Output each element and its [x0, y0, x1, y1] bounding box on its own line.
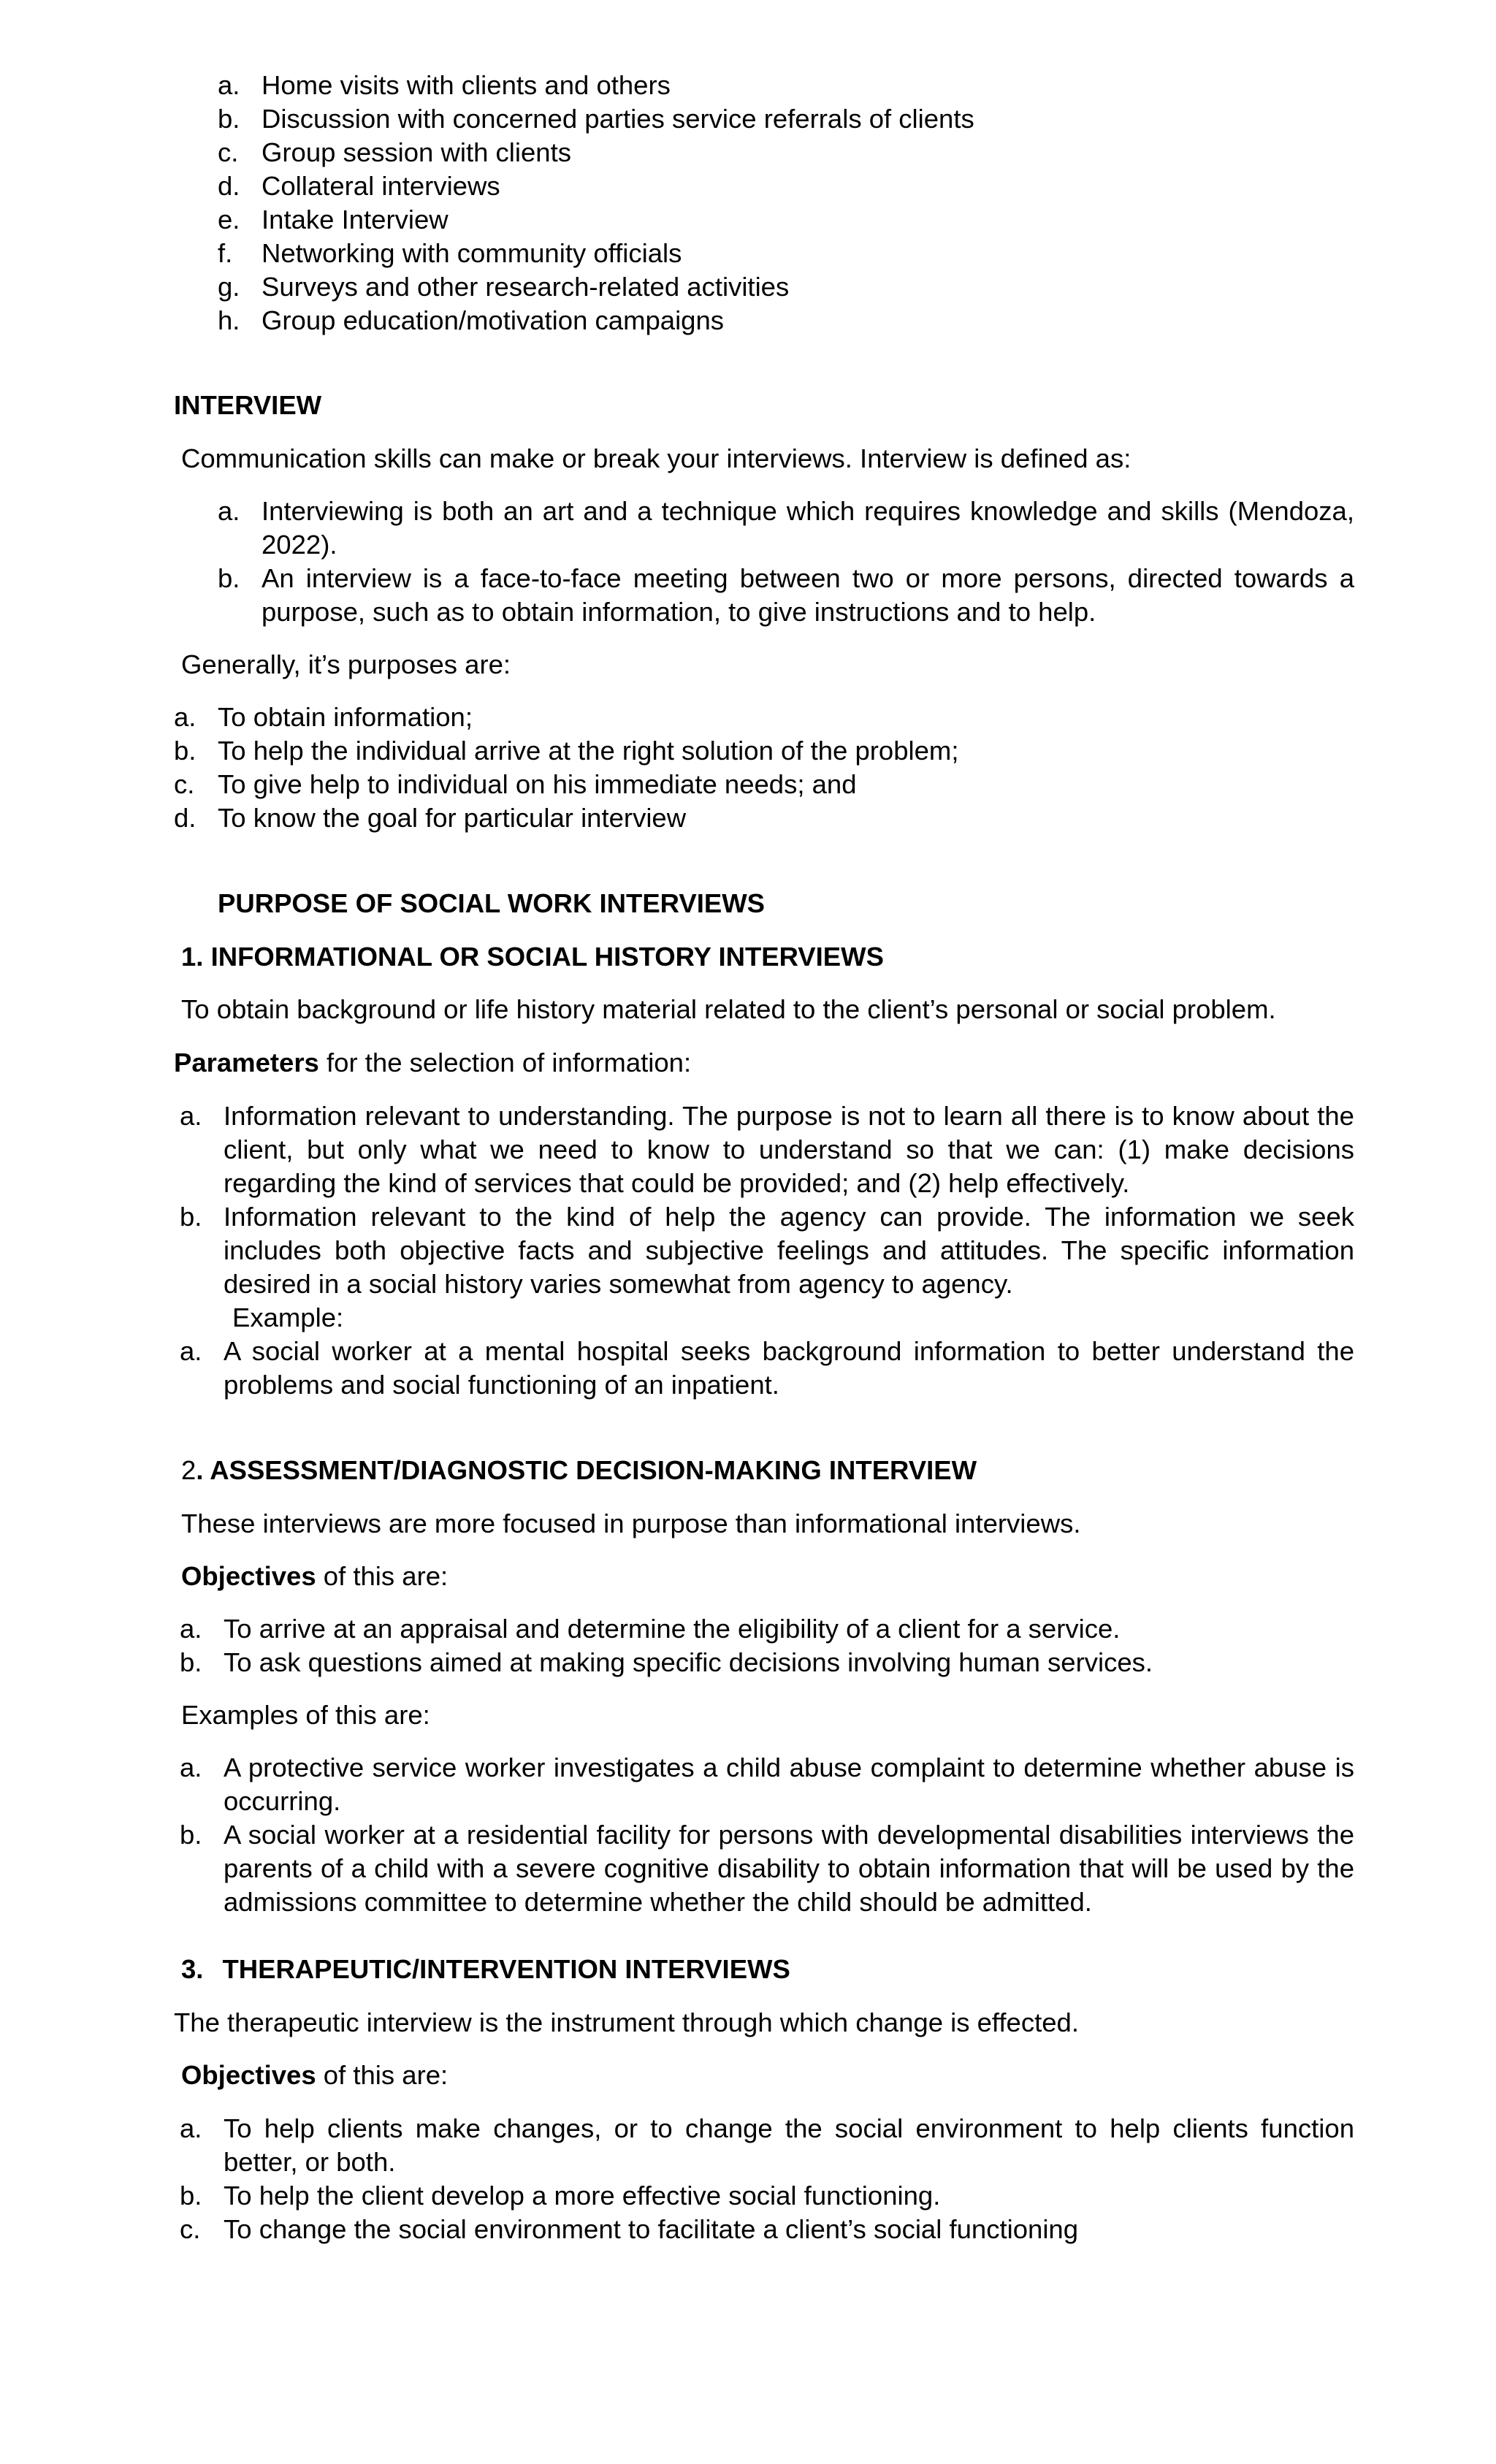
list-marker: a.	[180, 1336, 202, 1366]
list-item: a. A protective service worker investigates a child abuse complaint to determine whether abuse is occurring.	[180, 1752, 1354, 1816]
list-marker: a.	[218, 496, 240, 526]
list-item: d. Collateral interviews	[262, 169, 1357, 203]
list-marker: b.	[180, 1820, 202, 1850]
list-marker: b.	[218, 104, 240, 134]
list-item: d. To know the goal for particular interview	[218, 801, 1313, 835]
list-item: b. A social worker at a residential facility for persons with developmental disabilities interviews the parents of a child with a severe cognitive disability to obtain information that will be used by the admissions committee to determine whether the child should be admitted.	[180, 1820, 1354, 1917]
section1-params-intro: Parameters for the selection of information:	[174, 1048, 692, 1077]
section2-objectives	[180, 1612, 1354, 1679]
list-item: a. To obtain information;	[218, 701, 1313, 734]
section1-heading: 1. INFORMATIONAL OR SOCIAL HISTORY INTERVIEWS	[181, 942, 884, 972]
list-marker: a.	[180, 2113, 202, 2143]
section2-examples-intro: Examples of this are:	[181, 1700, 430, 1730]
list-marker: f.	[218, 238, 233, 268]
section2-heading: 2. ASSESSMENT/DIAGNOSTIC DECISION-MAKING INTERVIEW	[181, 1455, 977, 1485]
list-marker: b.	[180, 2181, 202, 2211]
list-item: h. Group education/motivation campaigns	[262, 304, 1357, 337]
interview-purposes	[174, 701, 1313, 835]
section3-objectives	[180, 2112, 1354, 2246]
list-marker: d.	[174, 803, 196, 833]
list-item: c. To give help to individual on his immediate needs; and	[218, 768, 1313, 801]
list-item: c. Group session with clients	[262, 136, 1357, 169]
list-item: b. An interview is a face-to-face meeting between two or more persons, directed towards a purpose, such as to obtain information, to give instructions and to help.	[218, 563, 1354, 627]
list-marker: a.	[218, 70, 240, 100]
list-marker: b.	[174, 736, 196, 766]
section3-intro: The therapeutic interview is the instrument through which change is effected.	[174, 2007, 1079, 2037]
list-item: b. Discussion with concerned parties service referrals of clients	[262, 102, 1357, 136]
list-item: f. Networking with community officials	[262, 237, 1357, 270]
purpose-heading: PURPOSE OF SOCIAL WORK INTERVIEWS	[218, 888, 765, 918]
list-marker: b.	[180, 1202, 202, 1232]
list-item: a. Information relevant to understanding. The purpose is not to learn all there is to know about the client, but only what we need to know to understand so that we can: (1) make decisions regarding the kind of services that could be provided; and (2) help effectively.	[180, 1101, 1354, 1198]
list-marker: b.	[180, 1647, 202, 1677]
purposes-intro: Generally, it’s purposes are:	[181, 649, 511, 679]
list-marker: d.	[218, 171, 240, 201]
activity-list	[218, 69, 1357, 337]
list-item: a. To help clients make changes, or to change the social environment to help clients function better, or both.	[180, 2113, 1354, 2177]
list-marker: g.	[218, 272, 240, 302]
section1-examples	[180, 1335, 1354, 1402]
list-item: b. To help the individual arrive at the right solution of the problem;	[218, 734, 1313, 768]
section2-objectives-intro: Objectives of this are:	[181, 1561, 449, 1591]
section2-examples	[180, 1751, 1354, 1919]
list-marker: a.	[180, 1752, 202, 1782]
list-item: a. Interviewing is both an art and a technique which requires knowledge and skills (Mendoza, 2022).	[218, 496, 1354, 560]
list-item: g. Surveys and other research-related activities	[262, 270, 1357, 304]
list-marker: a.	[180, 1101, 202, 1131]
list-marker: b.	[218, 563, 240, 593]
section1-example-label: Example:	[232, 1302, 344, 1332]
section1-params	[180, 1099, 1354, 1301]
list-item: a. To arrive at an appraisal and determine the eligibility of a client for a service.	[224, 1612, 1354, 1646]
list-marker: c.	[218, 137, 239, 167]
list-item: e. Intake Interview	[262, 203, 1357, 237]
list-marker: c.	[174, 769, 195, 799]
list-item: b. To help the client develop a more effective social functioning.	[224, 2179, 1354, 2213]
section3-heading: 3. THERAPEUTIC/INTERVENTION INTERVIEWS	[181, 1954, 790, 1984]
list-item: c. To change the social environment to facilitate a client’s social functioning	[224, 2213, 1354, 2246]
interview-heading: INTERVIEW	[174, 390, 322, 420]
list-marker: a.	[180, 1614, 202, 1644]
list-item: a. Home visits with clients and others	[262, 69, 1357, 102]
list-item: b. Information relevant to the kind of help the agency can provide. The information we seek includes both objective facts and subjective feelings and attitudes. The specific information desired in a social history varies somewhat from agency to agency.	[180, 1202, 1354, 1299]
list-marker: c.	[180, 2214, 201, 2244]
section3-objectives-intro: Objectives of this are:	[181, 2060, 449, 2090]
list-marker: e.	[218, 205, 240, 234]
list-item: b. To ask questions aimed at making specific decisions involving human services.	[224, 1646, 1354, 1679]
list-item: a. A social worker at a mental hospital seeks background information to better understand the problems and social functioning of an inpatient.	[180, 1336, 1354, 1400]
interview-intro: Communication skills can make or break your interviews. Interview is defined as:	[181, 443, 1131, 473]
list-marker: a.	[174, 702, 196, 732]
list-marker: h.	[218, 305, 240, 335]
section1-intro: To obtain background or life history material related to the client’s personal or social problem.	[181, 994, 1276, 1024]
section2-intro: These interviews are more focused in purpose than informational interviews.	[181, 1508, 1081, 1538]
interview-definitions	[218, 495, 1354, 629]
